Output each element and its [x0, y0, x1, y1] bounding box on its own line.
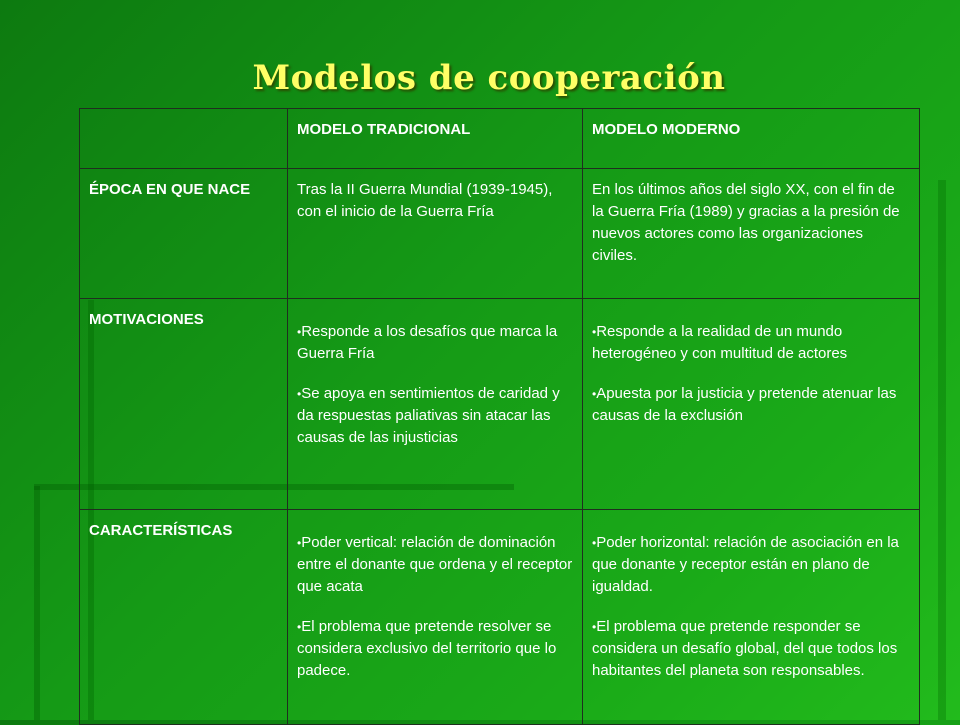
header-empty-cell — [80, 109, 288, 169]
table-row — [80, 299, 920, 510]
table-row — [80, 510, 920, 725]
row-label-epoca: ÉPOCA EN QUE NACE — [80, 169, 288, 299]
cell-caracteristicas-tradicional — [288, 510, 583, 725]
bullet-icon: • — [297, 387, 302, 401]
decorative-stripe — [938, 180, 946, 720]
bullet-item: •Poder horizontal: relación de asociación en la que donante y receptor están en plano de igualdad. — [592, 534, 899, 595]
slide-title: Modelos de cooperación — [252, 58, 726, 98]
cell-motivaciones-tradicional — [288, 299, 583, 510]
bullet-icon: • — [297, 536, 302, 550]
header-moderno: MODELO MODERNO — [583, 109, 920, 169]
bullet-icon: • — [297, 620, 302, 634]
cell-epoca-moderno: En los últimos años del siglo XX, con el fin de la Guerra Fría (1989) y gracias a la presión de nuevos actores como las organizaciones civiles. — [583, 169, 920, 299]
header-tradicional: MODELO TRADICIONAL — [288, 109, 583, 169]
decorative-stripe — [34, 486, 40, 720]
row-label-caracteristicas: CARACTERÍSTICAS — [80, 510, 288, 725]
bullet-item: •Poder vertical: relación de dominación entre el donante que ordena y el receptor que acata — [297, 534, 573, 595]
comparison-table — [79, 108, 920, 725]
cell-motivaciones-moderno — [583, 299, 920, 510]
bullet-item: •El problema que pretende responder se considera un desafío global, del que todos los habitantes del planeta son responsables. — [592, 618, 898, 679]
bullet-icon: • — [592, 620, 597, 634]
table-row — [80, 169, 920, 299]
bullet-icon: • — [592, 325, 597, 339]
bullet-icon: • — [592, 387, 597, 401]
bullet-icon: • — [592, 536, 597, 550]
bullet-item: •Apuesta por la justicia y pretende atenuar las causas de la exclusión — [592, 385, 897, 424]
bullet-item: •Responde a los desafíos que marca la Guerra Fría — [297, 323, 558, 362]
bullet-item: •Se apoya en sentimientos de caridad y da respuestas paliativas sin atacar las causas de las injusticias — [297, 385, 560, 446]
row-label-motivaciones: MOTIVACIONES — [80, 299, 288, 510]
cell-epoca-tradicional: Tras la II Guerra Mundial (1939-1945), con el inicio de la Guerra Fría — [288, 169, 583, 299]
bullet-icon: • — [297, 325, 302, 339]
bullet-item: •Responde a la realidad de un mundo heterogéneo y con multitud de actores — [592, 323, 848, 362]
table-header-row — [80, 109, 920, 169]
bullet-item: •El problema que pretende resolver se considera exclusivo del territorio que lo padece. — [297, 618, 557, 679]
cell-caracteristicas-moderno — [583, 510, 920, 725]
